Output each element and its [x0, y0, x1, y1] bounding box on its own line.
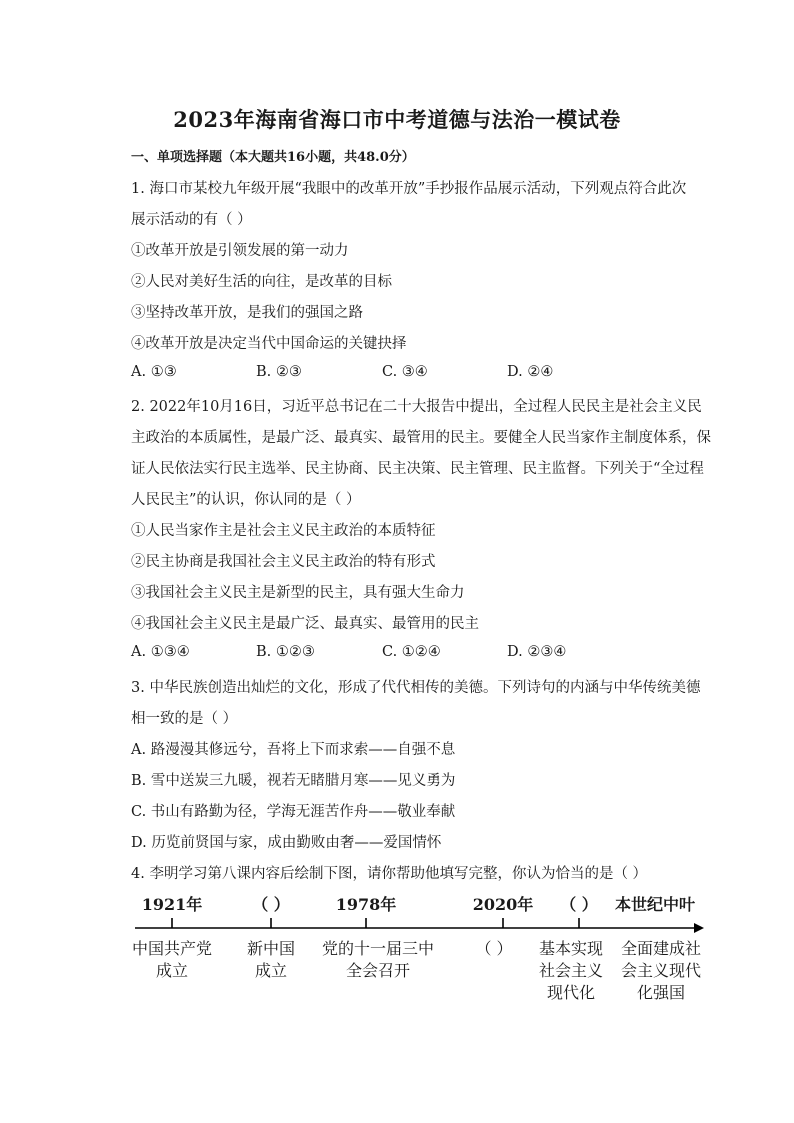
timeline-arrowhead	[694, 923, 704, 933]
q2-stem-line3: 证人民依法实行民主选举、民主协商、民主决策、民主管理、民主监督。下列关于“全过程	[131, 461, 704, 477]
exam-title: 2023年海南省海口市中考道德与法治一模试卷	[173, 107, 621, 132]
q3-option-a[interactable]: A. 路漫漫其修远兮，吾将上下而求索——自强不息	[131, 742, 456, 758]
timeline-event-1-line1: 中国共产党	[131, 939, 213, 958]
q1-item-3: ③坚持改革开放，是我们的强国之路	[131, 305, 363, 321]
section-heading: 一、单项选择题（本大题共16小题，共48.0分）	[131, 150, 415, 165]
timeline-event-3	[322, 938, 434, 982]
timeline-event-2-line2: 成立	[254, 961, 288, 980]
timeline-event-5	[539, 938, 603, 1004]
timeline-year-3: 1978年	[335, 895, 397, 914]
timeline-year-blank-1[interactable]: （ ）	[252, 895, 290, 914]
q2-stem-line1: 2. 2022年10月16日，习近平总书记在二十大报告中提出，全过程人民民主是社会主义民	[131, 399, 702, 415]
timeline-diagram	[0, 880, 794, 1010]
q1-item-1: ①改革开放是引领发展的第一动力	[131, 243, 349, 259]
q1-option-d[interactable]: D. ②④	[507, 364, 554, 380]
q2-option-c[interactable]: C. ①②④	[382, 644, 441, 660]
q3-stem-line2: 相一致的是（ ）	[131, 711, 238, 727]
q2-item-1: ①人民当家作主是社会主义民主政治的本质特征	[131, 523, 436, 539]
timeline-event-6-line3: 化强国	[636, 983, 686, 1002]
q3-option-c[interactable]: C. 书山有路勤为径，学海无涯苦作舟——敬业奉献	[131, 804, 456, 820]
timeline-event-3-line1: 党的十一届三中	[321, 939, 435, 958]
q3-option-d[interactable]: D. 历览前贤国与家，成由勤败由奢——爱国情怀	[131, 835, 442, 851]
q2-item-2: ②民主协商是我国社会主义民主政治的特有形式	[131, 554, 436, 570]
timeline-event-blank-line1: （ ）	[475, 939, 513, 958]
q1-stem-line1: 1. 海口市某校九年级开展“我眼中的改革开放”手抄报作品展示活动，下列观点符合此次	[131, 181, 687, 197]
q2-item-4: ④我国社会主义民主是最广泛、最真实、最管用的民主	[131, 616, 479, 632]
q4-stem-line1: 4. 李明学习第八课内容后绘制下图，请你帮助他填写完整，你认为恰当的是（ ）	[131, 866, 648, 882]
timeline-event-6-line1: 全面建成社	[620, 939, 702, 958]
timeline-event-5-line2: 社会主义	[538, 961, 604, 980]
q2-option-a[interactable]: A. ①③④	[131, 644, 190, 660]
timeline-event-6	[621, 938, 701, 1004]
q2-stem-line2: 主政治的本质属性，是最广泛、最真实、最管用的民主。要健全人民当家作主制度体系，保	[131, 430, 711, 446]
q2-option-d[interactable]: D. ②③④	[507, 644, 567, 660]
timeline-event-2-line1: 新中国	[246, 939, 296, 958]
timeline-event-3-line2: 全会召开	[345, 961, 411, 980]
timeline-event-5-line3: 现代化	[546, 983, 596, 1002]
q3-option-b[interactable]: B. 雪中送炭三九暖，视若无睹腊月寒——见义勇为	[131, 773, 456, 789]
timeline-year-1: 1921年	[141, 895, 203, 914]
timeline-event-1	[132, 938, 212, 982]
q3-stem-line1: 3. 中华民族创造出灿烂的文化，形成了代代相传的美德。下列诗句的内涵与中华传统美德	[131, 680, 701, 696]
timeline-event-1-line2: 成立	[155, 961, 189, 980]
q1-item-2: ②人民对美好生活的向往，是改革的目标	[131, 274, 392, 290]
timeline-year-6: 本世纪中叶	[614, 895, 696, 914]
q1-option-a[interactable]: A. ①③	[131, 364, 177, 380]
timeline-event-6-line2: 会主义现代	[620, 961, 702, 980]
timeline-event-blank[interactable]	[475, 938, 512, 960]
q2-option-b[interactable]: B. ①②③	[256, 644, 315, 660]
timeline-event-2	[247, 938, 295, 982]
timeline-year-4: 2020年	[472, 895, 534, 914]
q2-stem-line4: 人民民主”的认识，你认同的是（ ）	[131, 492, 361, 508]
timeline-event-5-line1: 基本实现	[538, 939, 604, 958]
timeline-year-blank-2[interactable]: （ ）	[560, 895, 598, 914]
q1-option-c[interactable]: C. ③④	[382, 364, 428, 380]
q2-item-3: ③我国社会主义民主是新型的民主，具有强大生命力	[131, 585, 465, 601]
q1-option-b[interactable]: B. ②③	[256, 364, 302, 380]
q1-item-4: ④改革开放是决定当代中国命运的关键抉择	[131, 336, 407, 352]
q1-stem-line2: 展示活动的有（ ）	[131, 212, 252, 228]
